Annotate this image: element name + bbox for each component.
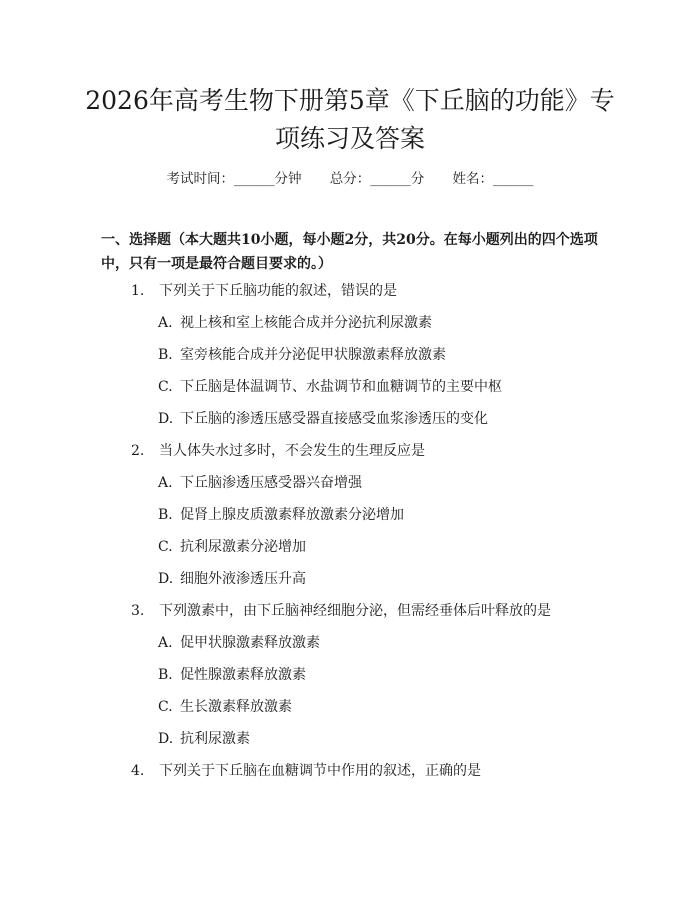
- option-label: D.: [158, 411, 174, 427]
- option-label: C.: [158, 379, 173, 395]
- answer-option: [158, 346, 608, 364]
- option-text: 室旁核能合成并分泌促甲状腺激素释放激素: [180, 347, 446, 363]
- option-text: 促甲状腺激素释放激素: [180, 635, 320, 651]
- option-text: 促性腺激素释放激素: [180, 667, 306, 683]
- answer-option: [158, 410, 608, 428]
- option-text: 下丘脑渗透压感受器兴奋增强: [180, 475, 362, 491]
- question-text: 下列激素中，由下丘脑神经细胞分泌，但需经垂体后叶释放的是: [159, 603, 551, 619]
- option-label: A.: [158, 635, 173, 651]
- option-label: B.: [158, 347, 173, 363]
- option-text: 抗利尿激素分泌增加: [180, 539, 306, 555]
- question-number: 3.: [131, 603, 145, 619]
- option-label: B.: [158, 667, 173, 683]
- option-label: C.: [158, 699, 173, 715]
- question-number: 4.: [131, 763, 145, 779]
- option-label: B.: [158, 507, 173, 523]
- answer-option: [158, 506, 608, 524]
- exam-info-line: [0, 170, 700, 188]
- question-stem: [131, 762, 611, 780]
- option-label: D.: [158, 731, 174, 747]
- answer-option: [158, 666, 608, 684]
- option-label: C.: [158, 539, 173, 555]
- answer-option: [158, 570, 608, 588]
- answer-option: [158, 314, 608, 332]
- question-number: 1.: [131, 283, 145, 299]
- section-heading: 一、选择题（本大题共10小题，每小题2分，共20分。在每小题列出的四个选项中，只有一项是最符合题目要求的。）: [101, 232, 598, 272]
- answer-option: [158, 474, 608, 492]
- answer-option: [158, 378, 608, 396]
- question-stem: [131, 282, 611, 300]
- question-text: 下列关于下丘脑在血糖调节中作用的叙述，正确的是: [159, 763, 481, 779]
- option-text: 视上核和室上核能合成并分泌抗利尿激素: [180, 315, 432, 331]
- answer-option: [158, 698, 608, 716]
- option-label: A.: [158, 475, 173, 491]
- question-text: 当人体失水过多时，不会发生的生理反应是: [159, 443, 425, 459]
- answer-option: [158, 634, 608, 652]
- option-label: A.: [158, 315, 173, 331]
- answer-option: [158, 730, 608, 748]
- option-text: 生长激素释放激素: [180, 699, 292, 715]
- option-text: 下丘脑的渗透压感受器直接感受血浆渗透压的变化: [180, 411, 488, 427]
- question-stem: [131, 442, 611, 460]
- question-stem: [131, 602, 611, 620]
- total-score-field: 总分：______分: [329, 171, 425, 187]
- option-text: 下丘脑是体温调节、水盐调节和血糖调节的主要中枢: [180, 379, 502, 395]
- option-text: 细胞外液渗透压升高: [180, 571, 306, 587]
- option-label: D.: [158, 571, 174, 587]
- option-text: 抗利尿激素: [180, 731, 250, 747]
- question-text: 下列关于下丘脑功能的叙述，错误的是: [159, 283, 397, 299]
- answer-option: [158, 538, 608, 556]
- page-title: 2026年高考生物下册第5章《下丘脑的功能》专项练习及答案: [85, 86, 615, 153]
- exam-time-field: 考试时间：______分钟: [166, 171, 302, 187]
- question-number: 2.: [131, 443, 145, 459]
- option-text: 促肾上腺皮质激素释放激素分泌增加: [180, 507, 404, 523]
- student-name-field: 姓名：______: [452, 171, 534, 187]
